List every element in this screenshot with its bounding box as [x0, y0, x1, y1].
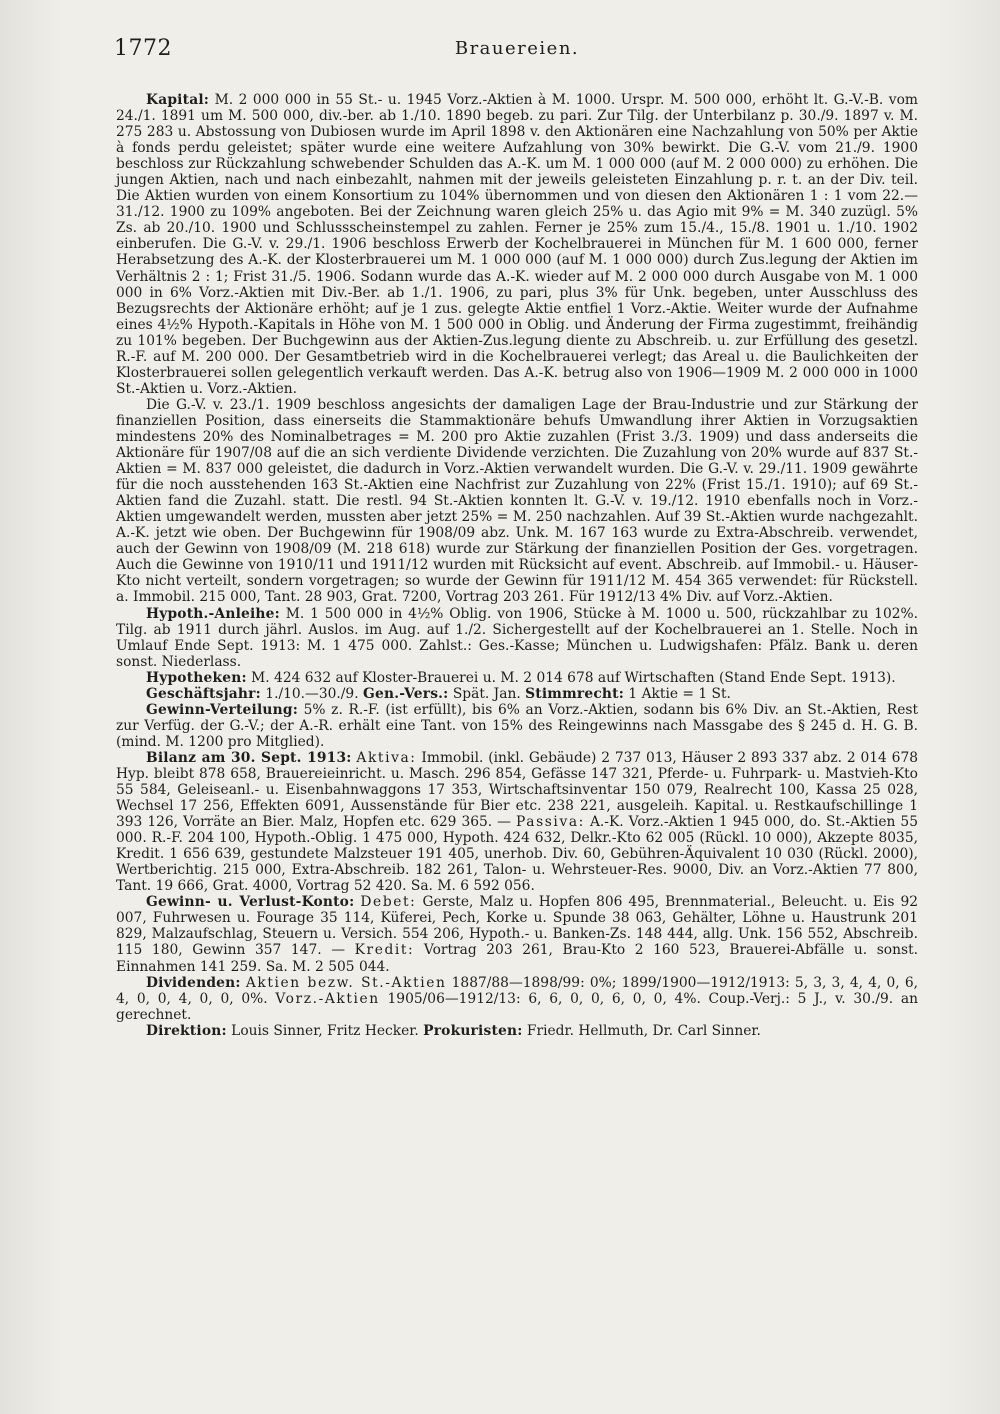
hypoth-anleihe-paragraph: [116, 606, 918, 670]
hypotheken-paragraph: [116, 670, 918, 686]
direktion-paragraph: [116, 1023, 918, 1039]
direktion-label: Direktion:: [146, 1022, 227, 1039]
gewinn-verlust-label: Gewinn- u. Verlust-Konto:: [146, 894, 355, 911]
hypoth-anleihe-text: M. 1 500 000 in 4½% Oblig. von 1906, Stücke à M. 1000 u. 500, rückzahlbar zu 102%. Tilg. ab 1911 durch jährl. Auslos. im Aug. auf 1./2. Sichergestellt auf der Kochelbrauerei an 1. Stelle. Noch in Umlauf Ende Sept. 1913: M. 1 475 000. Zahlst.: Ges.-Kasse; München u. Ludwigshafen: Pfälz. Bank u. deren sonst. Niederlass.: [116, 605, 918, 670]
document-body: [116, 92, 918, 1039]
gen-vers-text: Spät. Jan.: [452, 685, 521, 702]
prokuristen-label: Prokuristen:: [423, 1022, 523, 1039]
passiva-text: A.-K. Vorz.-Aktien 1 945 000, do. St.-Aktien 55 000. R.-F. 204 100, Hypoth.-Oblig. 1 475 000, Hypoth. 424 632, Delkr.-Kto 62 005 (Rückl. 10 000), Akzepte 8035, Kredit. 1 656 639, gestundete Malzsteuer 191 405, unerhob. Div. 60, Gebühren-Äquivalent 10 030 (Rückl. 2000), Wertberichtig. 215 000, Extra-Abschreib. 182 261, Talon- u. Wehrsteuer-Res. 9000, Div. an Vorz.-Aktien 77 800, Tant. 19 666, Grat. 4000, Vortrag 52 420. Sa. M. 6 592 056.: [116, 814, 918, 895]
aktiva-text: Immobil. (inkl. Gebäude) 2 737 013, Häuser 2 893 337 abz. 2 014 678 Hyp. bleibt 878 658, Brauereieinricht. u. Masch. 296 854, Gefässe 147 321, Pferde- u. Fuhrpark- u. Mastvieh-Kto 55 584, Geleiseanl.- u. Eisenbahnwaggons 17 353, Wirtschaftsinventar 150 079, Realrecht 100, Kassa 25 028, Wechsel 17 256, Effekten 6091, Aussenstände für Bier etc. 238 221, ausgeleih. Kapital. u. Restkaufschillinge 1 393 126, Vorräte an Bier. Malz, Hopfen etc. 629 365. —: [116, 749, 919, 831]
page-header: [114, 36, 920, 66]
hypotheken-text: M. 424 632 auf Kloster-Brauerei u. M. 2 014 678 auf Wirtschaften (Stand Ende Sept. 1913).: [251, 669, 896, 686]
kapital-text: M. 2 000 000 in 55 St.- u. 1945 Vorz.-Aktien à M. 1000. Urspr. M. 500 000, erhöht lt. G.-V.-B. vom 24./1. 1891 um M. 500 000, div.-ber. ab 1./10. 1890 begeb. zu pari. Zur Tilg. der Unterbilanz p. 30./9. 1897 v. M. 275 283 u. Abstossung von Dubiosen wurde im April 1898 v. den Aktionären eine Nachzahlung von 50% per Aktie à fonds perdu geleistet; später wurde eine weitere Aufzahlung von 30% bewirkt. Die G.-V. vom 21./9. 1900 beschloss zur Rückzahlung schwebender Schulden das A.-K. um M. 1 000 000 (auf M. 2 000 000) zu erhöhen. Die jungen Aktien, nach und nach einbezahlt, nahmen mit der jeweils geleisteten Einzahlung p. r. t. an der Div. teil. Die Aktien wurden von einem Konsortium zu 104% übernommen und von diesen den Aktionären 1 : 1 vom 22.—31./12. 1900 zu 109% angeboten. Bei der Zeichnung waren gleich 25% u. das Agio mit 9% = M. 340 zuzügl. 5% Zs. ab 20./10. 1900 und Schlussscheinstempel zu zahlen. Ferner je 25% zum 15./4., 15./8. 1901 u. 1./10. 1902 einberufen. Die G.-V. v. 29./1. 1906 beschloss Erwerb der Kochelbrauerei in München für M. 1 600 000, ferner Herabsetzung des A.-K. der Klosterbrauerei um M. 1 000 000 (auf M. 1 000 000) durch Zus.legung der Aktien im Verhältnis 2 : 1; Frist 31./5. 1906. Sodann wurde das A.-K. wieder auf M. 2 000 000 durch Ausgabe von M. 1 000 000 in 6% Vorz.-Aktien mit Div.-Ber. ab 1./1. 1906, zu pari, plus 3% für Unk. begeben, unter Ausschluss des Bezugsrechts der Aktionäre erhöht; auf je 1 zus. gelegte Aktie entfiel 1 Vorz.-Aktie. Weiter wurde der Aufnahme eines 4½% Hypoth.-Kapitals in Höhe von M. 1 500 000 in Oblig. und Änderung der Firma zugestimmt, freihändig zu 101% begeben. Der Buchgewinn aus der Aktien-Zus.legung diente zu Abschreib. u. zur Erfüllung des gesetzl. R.-F. auf M. 200 000. Der Gesamtbetrieb wird in die Kochelbrauerei verlegt; das Areal u. die Baulichkeiten der Klosterbrauerei sollen gelegentlich verkauft werden. Das A.-K. betrug also von 1906—1909 M. 2 000 000 in 1000 St.-Aktien u. Vorz.-Aktien.: [116, 92, 918, 397]
gewinn-verteilung-paragraph: [116, 702, 918, 750]
direktion-text: Louis Sinner, Fritz Hecker.: [231, 1022, 419, 1039]
bilanz-label: Bilanz am 30. Sept. 1913:: [146, 749, 352, 766]
kapital-continuation-text: Die G.-V. v. 23./1. 1909 beschloss angesichts der damaligen Lage der Brau-Industrie und zur Stärkung der finanziellen Position, dass einerseits die Stammaktionäre behufs Umwandlung ihrer Aktien in Vorzugsaktien mindestens 20% des Nominalbetrages = M. 200 pro Aktie zuzahlen (Frist 3./3. 1909) und dass anderseits die Aktionäre für 1907/08 auf die an sich verdiente Dividende verzichten. Die Zuzahlung von 20% wurde auf 837 St.-Aktien = M. 837 000 geleistet, die dadurch in Vorz.-Aktien verwandelt wurden. Die G.-V. v. 29./11. 1909 gewährte für die noch ausstehenden 163 St.-Aktien eine Nachfrist zur Zuzahlung von 22% (Frist 15./1. 1910); auf 69 St.-Aktien fand die Zuzahl. statt. Die restl. 94 St.-Aktien konnten lt. G.-V. v. 19./12. 1910 ebenfalls noch in Vorz.-Aktien umgewandelt werden, mussten aber jetzt 25% = M. 250 nachzahlen. Auf 39 St.-Aktien wurde nachgezahlt. A.-K. jetzt wie oben. Der Buchgewinn für 1908/09 abz. Unk. M. 167 163 wurde zu Extra-Abschreib. verwendet, auch der Gewinn von 1908/09 (M. 218 618) wurde zur Stärkung der finanziellen Position der Ges. vorgetragen. Auch die Gewinne von 1910/11 und 1911/12 wurden mit Rücksicht auf event. Abschreib. auf Immobil.- u. Häuser-Kto nicht verteilt, sondern vorgetragen; so wurde der Gewinn für 1911/12 M. 454 365 verwendet: für Rückstell. a. Immobil. 215 000, Tant. 28 903, Grat. 7200, Vortrag 203 261. Für 1912/13 4% Div. auf Vorz.-Aktien.: [116, 396, 918, 606]
gewinn-verteilung-text: 5% z. R.-F. (ist erfüllt), bis 6% an Vorz.-Aktien, sodann bis 6% Div. an St.-Aktien, Rest zur Verfüg. der G.-V.; der A.-R. erhält eine Tant. von 15% des Reingewinns nach Massgabe des § 245 d. H. G. B. (mind. M. 1200 pro Mitglied).: [116, 701, 918, 750]
geschaeftsjahr-label: Geschäftsjahr:: [146, 685, 261, 702]
dividenden-paragraph: [116, 975, 918, 1023]
bilanz-paragraph: [116, 750, 918, 894]
vorz-aktien-label: Vorz.-Aktien: [275, 990, 380, 1007]
kapital-continuation-paragraph: [116, 397, 918, 606]
gewinn-verlust-paragraph: [116, 894, 918, 974]
st-aktien-text: 1887/88—1898/99: 0%; 1899/1900—1912/1913: 5, 3, 3, 4, 4, 0, 6, 4, 0, 0, 4, 0, 0, 0%.: [116, 974, 918, 1007]
st-aktien-label: Aktien bezw. St.-Aktien: [245, 974, 447, 991]
passiva-label: Passiva:: [515, 814, 585, 831]
prokuristen-text: Friedr. Hellmuth, Dr. Carl Sinner.: [526, 1022, 761, 1039]
dividenden-label: Dividenden:: [146, 974, 241, 991]
gen-vers-label: Gen.-Vers.:: [363, 685, 449, 702]
geschaeftsjahr-text: 1./10.—30./9.: [265, 685, 359, 702]
geschaeftsjahr-paragraph: [116, 686, 918, 702]
hypotheken-label: Hypotheken:: [146, 669, 247, 686]
gewinn-verteilung-label: Gewinn-Verteilung:: [146, 701, 298, 718]
running-title: Brauereien.: [454, 38, 580, 59]
kredit-label: Kredit:: [354, 942, 415, 959]
stimmrecht-label: Stimmrecht:: [525, 685, 625, 702]
aktiva-label: Aktiva:: [356, 749, 417, 766]
kapital-paragraph: [116, 92, 918, 397]
kapital-label: Kapital:: [146, 92, 210, 108]
page-number: 1772: [114, 36, 172, 61]
kredit-text: Vortrag 203 261, Brau-Kto 2 160 523, Brauerei-Abfälle u. sonst. Einnahmen 141 259. Sa. M. 2 505 044.: [116, 942, 919, 975]
vorz-aktien-text: 1905/06—1912/13: 6, 6, 0, 0, 6, 0, 0, 4%. Coup.-Verj.: 5 J., v. 30./9. an gerechnet.: [116, 990, 918, 1023]
stimmrecht-text: 1 Aktie = 1 St.: [628, 685, 731, 702]
debet-label: Debet:: [360, 894, 417, 911]
debet-text: Gerste, Malz u. Hopfen 806 495, Brennmaterial., Beleucht. u. Eis 92 007, Fuhrwesen u. Fourage 35 114, Küferei, Pech, Korke u. Spunde 38 063, Gehälter, Löhne u. Haustrunk 201 829, Malzaufschlag, Steuern u. Versich. 554 206, Hypoth.- u. Banken-Zs. 148 444, allg. Unk. 156 552, Abschreib. 115 180, Gewinn 357 147. —: [116, 894, 918, 959]
hypoth-anleihe-label: Hypoth.-Anleihe:: [146, 605, 280, 622]
